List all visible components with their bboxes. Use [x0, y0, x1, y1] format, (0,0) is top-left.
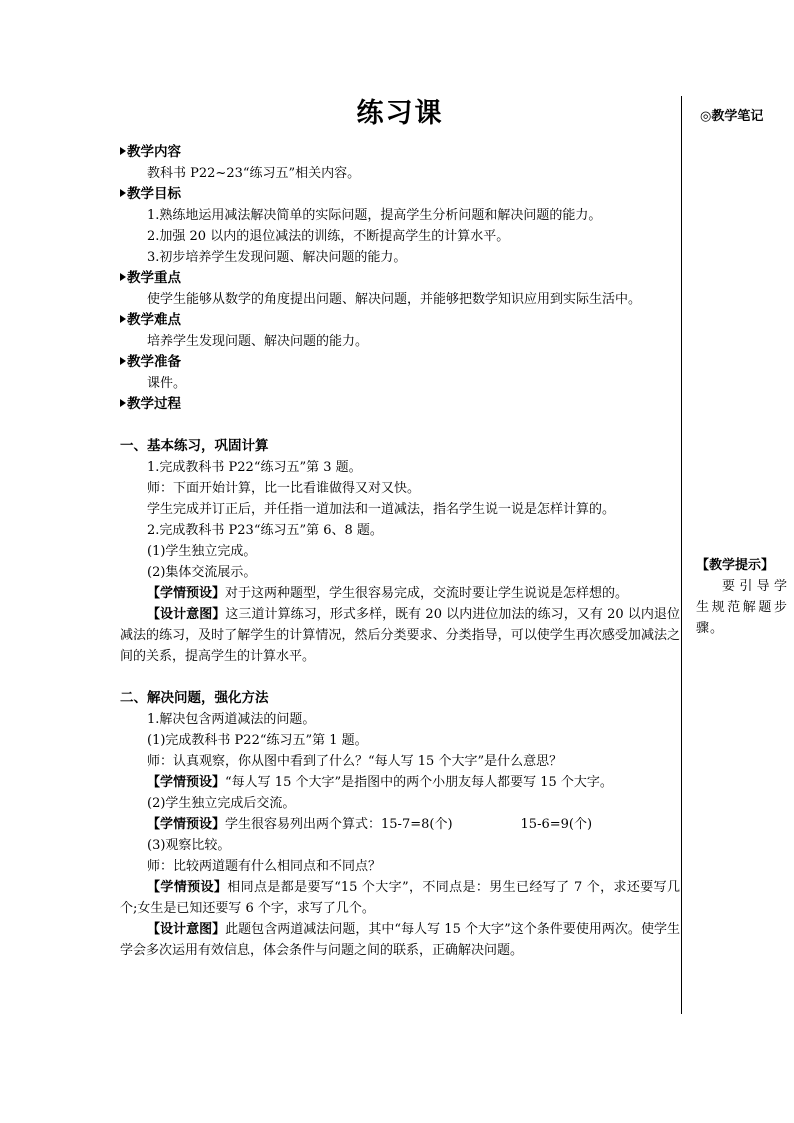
part1-line: (1)学生独立完成。 [147, 544, 257, 559]
part1-annotation: 【设计意图】这三道计算练习，形式多样，既有 20 以内进位加法的练习，又有 20 以内退位减法的练习，及时了解学生的计算情况，然后分类要求、分类指导，可以使学生再次感受加减法之间的关系，提高学生的计算水平。 [120, 607, 680, 664]
part1-line: 学生完成并订正后，并任指一道加法和一道减法，指名学生说一说是怎样计算的。 [147, 502, 616, 517]
content-text: 教科书 P22~23“练习五”相关内容。 [147, 166, 361, 181]
lesson-plan-main [120, 96, 680, 961]
part2-annotation: 【设计意图】此题包含两道减法问题，其中“每人写 15 个大字”这个条件要使用两次。使学生学会多次运用有效信息，体会条件与问题之间的联系，正确解决问题。 [120, 922, 680, 958]
part1-line: 2.完成教科书 P23“练习五”第 6、8 题。 [147, 523, 383, 538]
part1-annotation: 【学情预设】对于这两种题型，学生很容易完成，交流时要让学生说说是怎样想的。 [147, 586, 629, 601]
teaching-tip-text: 要引导学生规范解题步骤。 [696, 579, 788, 636]
section-heading-difficulty: 教学难点 [120, 310, 680, 331]
part2-annotation: 【学情预设】“每人写 15 个大字”是指图中的两个小朋友每人都要写 15 个大字。 [147, 775, 613, 790]
part1-line: 1.完成教科书 P22“练习五”第 3 题。 [147, 460, 362, 475]
annotation-tag: 【学情预设】 [147, 880, 228, 895]
teaching-tip [696, 555, 788, 639]
annotation-tag: 【学情预设】 [147, 586, 226, 601]
section-heading-prep: 教学准备 [120, 352, 680, 373]
part2-heading: 二、解决问题，强化方法 [120, 690, 269, 706]
part1-line: 师：下面开始计算，比一比看谁做得又对又快。 [147, 481, 421, 496]
prep-text: 课件。 [147, 376, 187, 391]
part2-line: 师：比较两道题有什么相同点和不同点？ [147, 859, 382, 874]
annotation-tag: 【设计意图】 [147, 922, 226, 937]
triangle-bullet-icon [120, 273, 126, 281]
section-heading-process: 教学过程 [120, 394, 680, 415]
part1-line: (2)集体交流展示。 [147, 565, 257, 580]
part2-annotation: 【学情预设】相同点是都是要写“15 个大字”，不同点是：男生已经写了 7 个，求还要写几个;女生是已知还要写 6 个字，求写了几个。 [120, 880, 680, 916]
annotation-tag: 【学情预设】 [147, 775, 226, 790]
part1-heading: 一、基本练习，巩固计算 [120, 438, 269, 454]
triangle-bullet-icon [120, 357, 126, 365]
part2-line: (1)完成教科书 P22“练习五”第 1 题。 [147, 733, 368, 748]
key-text: 使学生能够从数学的角度提出问题、解决问题，并能够把数学知识应用到实际生活中。 [147, 292, 642, 307]
goal-item-2: 2.加强 20 以内的退位减法的训练，不断提高学生的计算水平。 [147, 229, 510, 244]
margin-divider [681, 96, 682, 1014]
annotation-tag: 【设计意图】 [147, 607, 226, 622]
part2-annotation: 【学情预设】学生很容易列出两个算式：15-7=8(个) 15-6=9(个) [147, 817, 593, 832]
section-heading-content: 教学内容 [120, 142, 680, 163]
part2-line: 师：认真观察，你从图中看到了什么？“每人写 15 个大字”是什么意思？ [147, 754, 563, 769]
goal-item-3: 3.初步培养学生发现问题、解决问题的能力。 [147, 250, 407, 265]
triangle-bullet-icon [120, 189, 126, 197]
annotation-tag: 【学情预设】 [147, 817, 226, 832]
part2-line: 1.解决包含两道减法的问题。 [147, 712, 316, 727]
section-heading-goals: 教学目标 [120, 184, 680, 205]
triangle-bullet-icon [120, 399, 126, 407]
page-title: 练习课 [356, 98, 444, 129]
section-heading-key: 教学重点 [120, 268, 680, 289]
triangle-bullet-icon [120, 315, 126, 323]
teaching-tip-title: 【教学提示】 [696, 558, 775, 573]
difficulty-text: 培养学生发现问题、解决问题的能力。 [147, 334, 369, 349]
goal-item-1: 1.熟练地运用减法解决简单的实际问题，提高学生分析问题和解决问题的能力。 [147, 208, 602, 223]
teaching-notes-header: ◎教学笔记 [700, 109, 764, 124]
triangle-bullet-icon [120, 147, 126, 155]
part2-line: (3)观察比较。 [147, 838, 231, 853]
part2-line: (2)学生独立完成后交流。 [147, 796, 296, 811]
